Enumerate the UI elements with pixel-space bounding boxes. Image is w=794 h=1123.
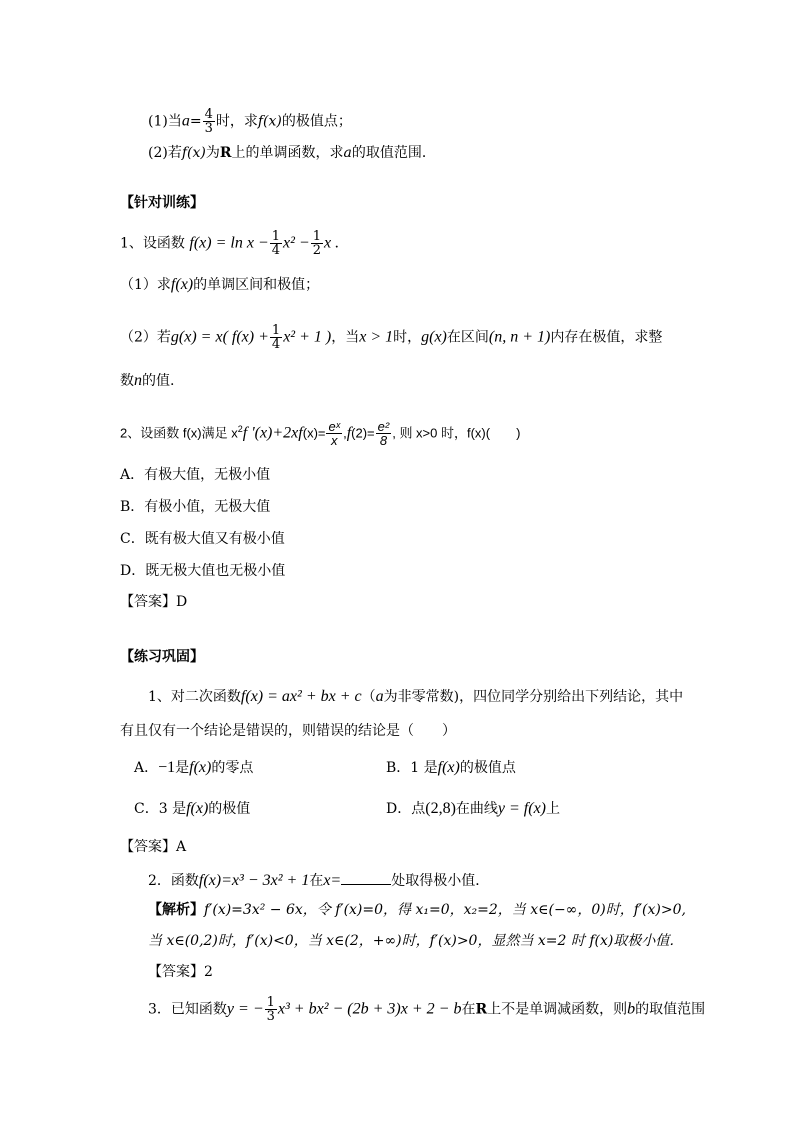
ex-prev-part2: (2)若f(x)为R上的单调函数，求a的取值范围． bbox=[148, 145, 436, 161]
ex-prev-part1: (1)当a= $\frac{4}{3}$ 时，求f(x)的极值点； bbox=[148, 107, 352, 136]
practice-1-option-b: B．1 是f(x)的极值点 bbox=[386, 759, 516, 776]
training-2-option-c: C．既有极大值又有极小值 bbox=[120, 531, 285, 547]
practice-2-analysis: 【解析】f′(x)=3x² − 6x，令 f′(x)=0，得 x₁=0，x₂=2，当 x∈(−∞，0)时，f′(x)>0, bbox=[148, 902, 686, 918]
fraction-1-2: $\frac{1}{2}$ bbox=[312, 229, 321, 258]
training-2-option-b: B．有极小值，无极大值 bbox=[120, 499, 271, 515]
training-2-answer: 【答案】D bbox=[120, 594, 188, 610]
training-2-option-a: A．有极大值，无极小值 bbox=[120, 467, 271, 483]
practice-2-analysis-line2: 当 x∈(0,2)时，f′(x)<0，当 x∈(2，+∞)时，f′(x)>0，显然当 x=2 时 f(x)取极小值． bbox=[148, 933, 684, 949]
practice-2-answer: 【答案】2 bbox=[148, 964, 213, 980]
fraction-ex-x: $\frac{\text{eˣ}}{x}$ bbox=[328, 419, 341, 449]
training-2-option-d: D．既无极大值也无极小值 bbox=[120, 563, 286, 579]
training-1-q2-cont: 数n的值. bbox=[120, 372, 175, 389]
practice-1-option-a: A．−1是f(x)的零点 bbox=[134, 759, 254, 776]
practice-1-option-d: D．点(2,8)在曲线y = f(x)上 bbox=[386, 800, 560, 817]
practice-1-option-c: C．3 是f(x)的极值 bbox=[134, 800, 251, 817]
section-practice-heading: 【练习巩固】 bbox=[120, 649, 204, 665]
fraction-e2-8: $\frac{\text{e²}}{8}$ bbox=[377, 419, 390, 449]
fraction-1-4: $\frac{1}{4}$ bbox=[271, 229, 280, 258]
answer-blank bbox=[341, 870, 391, 885]
fraction-1-4-b: $\frac{1}{4}$ bbox=[271, 323, 281, 352]
training-1-statement: 1、设函数 f(x) = ln x − $\frac{1}{4}$ x² − $\frac{1}{2}$ x . bbox=[120, 229, 340, 258]
fraction-4-3: $\frac{4}{3}$ bbox=[204, 107, 213, 136]
practice-2-statement: 2．函数f(x)=x³ − 3x² + 1在x= 处取得极小值． bbox=[148, 872, 490, 889]
training-2-statement: 2、设函数 f(x)满足 $x^2f$ '(x)+2xf(x)= $\frac{\text{eˣ}}{x}$ ,f(2)= $\frac{\text{e²}}{8}$ , 则 x>0 时，f(x)( ) bbox=[120, 419, 521, 449]
training-1-q1: （1）求f(x)的单调区间和极值； bbox=[120, 276, 320, 293]
fraction-1-3: $\frac{1}{3}$ bbox=[266, 995, 275, 1024]
practice-1-statement-line2: 有且仅有一个结论是错误的，则错误的结论是（ ） bbox=[120, 723, 456, 739]
practice-1-statement: 1、对二次函数f(x) = ax² + bx + c（a为非零常数)，四位同学分别给出下列结论，其中 bbox=[148, 688, 684, 705]
practice-1-answer: 【答案】A bbox=[120, 839, 187, 855]
training-1-q2: （2）若g(x) = x( f(x) + $\frac{1}{4}$ x² + 1 )，当x > 1时，g(x)在区间(n, n + 1)内存在极值，求整 bbox=[120, 323, 663, 352]
practice-3-statement: 3．已知函数y = − $\frac{1}{3}$ x³ + bx² − (2b + 3)x + 2 − b在R上不是单调减函数，则b的取值范围 bbox=[148, 995, 706, 1024]
section-training-heading: 【针对训练】 bbox=[120, 195, 204, 211]
